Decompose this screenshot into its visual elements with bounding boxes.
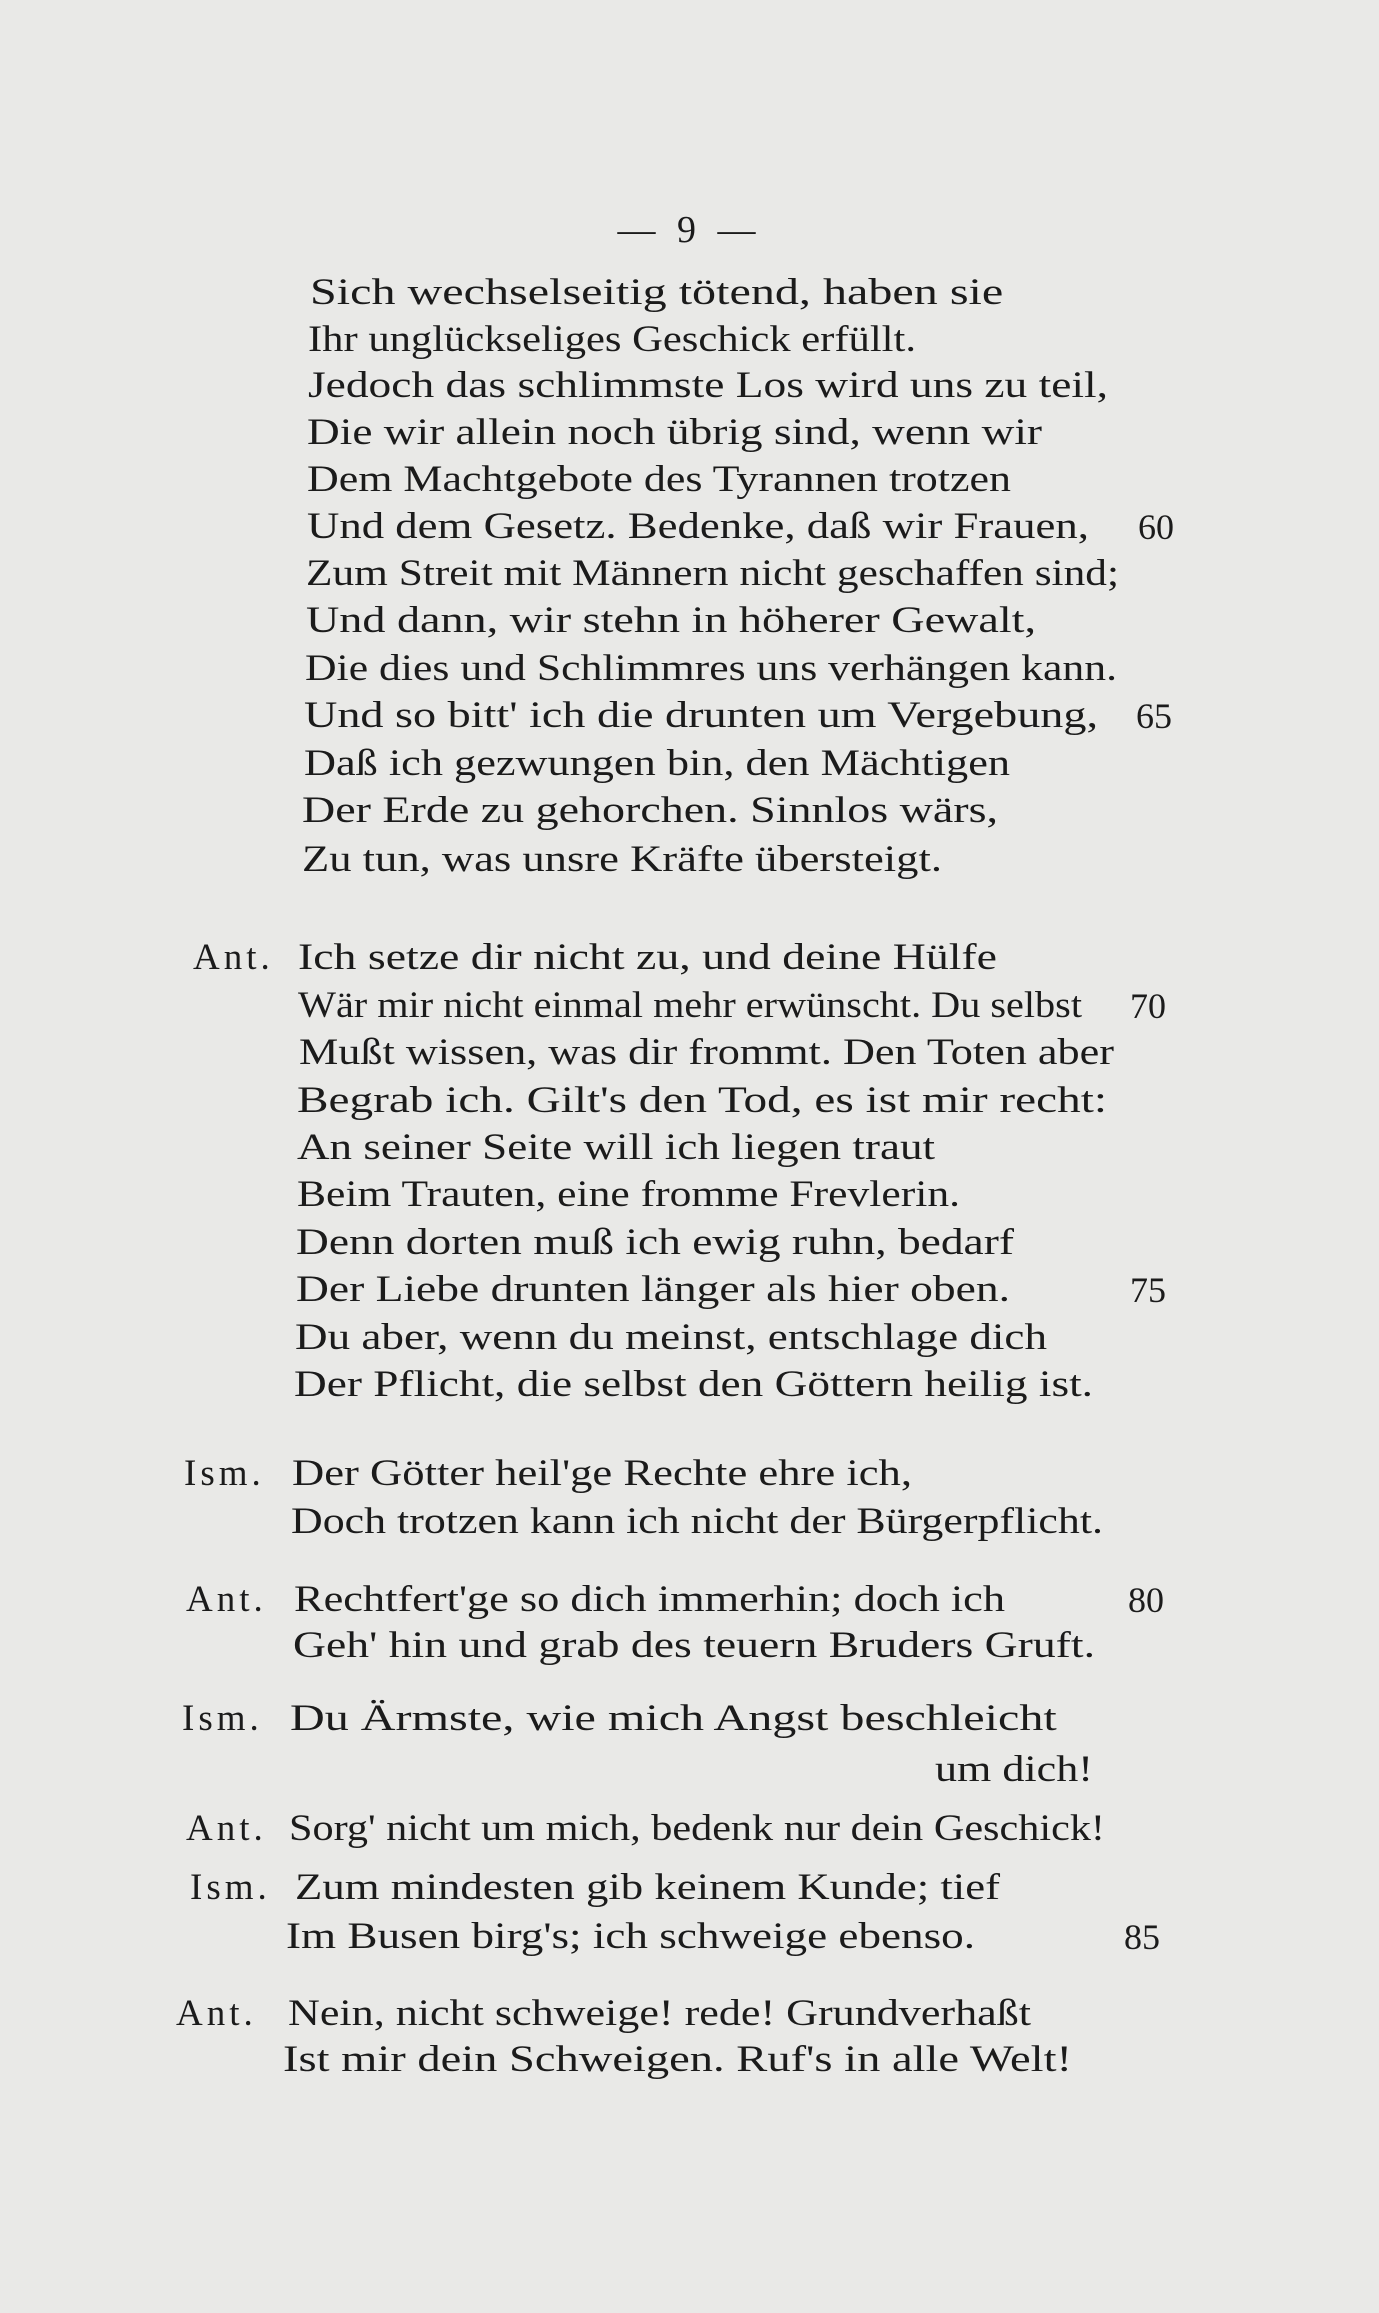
verse-line — [298, 982, 1082, 1030]
line-number: 70 — [1130, 986, 1166, 1026]
verse-line-text: Die dies und Schlimmres uns verhängen kann. — [305, 648, 1117, 689]
verse-line — [291, 1498, 1103, 1546]
verse-line-text: Und dem Gesetz. Bedenke, daß wir Frauen, — [307, 506, 1089, 547]
verse-line — [304, 692, 1098, 740]
verse-line-text: Zu tun, was unsre Kräfte übersteigt. — [302, 839, 942, 880]
verse-line-text: Der Liebe drunten länger als hier oben. — [296, 1269, 1011, 1310]
verse-line — [296, 1219, 1014, 1267]
verse-line-text: Du aber, wenn du meinst, entschlage dich — [295, 1317, 1047, 1358]
verse-line — [298, 934, 997, 982]
verse-line — [308, 316, 916, 364]
verse-line-text: Begrab ich. Gilt's den Tod, es ist mir recht: — [297, 1080, 1107, 1121]
verse-line-text: Wär mir nicht einmal mehr erwünscht. Du selbst — [298, 985, 1082, 1026]
verse-line-text: Geh' hin und grab des teuern Bruders Gruft. — [293, 1625, 1095, 1666]
verse-line — [292, 1450, 912, 1498]
verse-line-text: Denn dorten muß ich ewig ruhn, bedarf — [296, 1222, 1014, 1263]
verse-line-text: Und so bitt' ich die drunten um Vergebung, — [304, 695, 1098, 736]
line-number: 65 — [1136, 696, 1172, 736]
verse-line-text: Im Busen birg's; ich schweige ebenso. — [286, 1916, 975, 1957]
verse-line-text: Der Pflicht, die selbst den Göttern heilig ist. — [294, 1364, 1093, 1405]
page-number: — 9 — — [617, 209, 762, 251]
verse-line-text: Jedoch das schlimmste Los wird uns zu teil, — [308, 365, 1108, 406]
verse-line — [307, 456, 1011, 504]
verse-line-text: Und dann, wir stehn in höherer Gewalt, — [306, 600, 1036, 641]
verse-line-text: Daß ich gezwungen bin, den Mächtigen — [304, 743, 1010, 784]
verse-line — [297, 1171, 960, 1219]
verse-line-text: Beim Trauten, eine fromme Frevlerin. — [297, 1174, 960, 1215]
speaker-label: Ant. — [186, 1808, 267, 1849]
speaker-label: Ant. — [186, 1579, 267, 1620]
verse-line — [288, 1990, 1031, 2038]
speaker-label: Ant. — [176, 1993, 257, 2034]
verse-line-text: Zum Streit mit Männern nicht geschaffen sind; — [306, 553, 1119, 594]
verse-line — [306, 550, 1119, 598]
verse-line — [304, 740, 1010, 788]
verse-line-text: Der Erde zu gehorchen. Sinnlos wärs, — [302, 790, 998, 831]
verse-line — [307, 409, 1042, 457]
verse-line — [297, 1077, 1107, 1125]
verse-line — [302, 836, 942, 884]
line-number: 60 — [1138, 507, 1174, 547]
verse-line — [307, 503, 1089, 551]
verse-line — [283, 2036, 1072, 2084]
verse-line — [293, 1622, 1095, 1670]
verse-line — [295, 1314, 1047, 1362]
verse-line — [306, 597, 1036, 645]
verse-line — [935, 1746, 1093, 1794]
verse-line — [305, 645, 1117, 693]
verse-line-text: Doch trotzen kann ich nicht der Bürgerpflicht. — [291, 1501, 1103, 1542]
verse-line-text: Ihr unglückseliges Geschick erfüllt. — [308, 319, 916, 360]
verse-line — [286, 1913, 975, 1961]
verse-line-text: Mußt wissen, was dir frommt. Den Toten aber — [299, 1032, 1114, 1073]
verse-line-text: Ist mir dein Schweigen. Ruf's in alle Welt! — [283, 2039, 1072, 2080]
verse-line — [302, 787, 998, 835]
verse-line — [296, 1266, 1010, 1314]
verse-line-text: um dich! — [935, 1749, 1093, 1790]
verse-line — [297, 1124, 935, 1172]
verse-line — [294, 1361, 1093, 1409]
verse-line-text: Ich setze dir nicht zu, und deine Hülfe — [298, 937, 997, 978]
verse-line-text: Der Götter heil'ge Rechte ehre ich, — [292, 1453, 912, 1494]
verse-line — [295, 1864, 1000, 1912]
verse-line-text: Sorg' nicht um mich, bedenk nur dein Geschick! — [289, 1808, 1105, 1849]
verse-line — [299, 1029, 1114, 1077]
verse-line — [308, 362, 1108, 410]
verse-line-text: An seiner Seite will ich liegen traut — [297, 1127, 935, 1168]
verse-line-text: Nein, nicht schweige! rede! Grundverhaßt — [288, 1993, 1031, 2034]
speaker-label: Ism. — [182, 1698, 263, 1739]
verse-line-text: Die wir allein noch übrig sind, wenn wir — [307, 412, 1042, 453]
speaker-label: Ism. — [184, 1453, 265, 1494]
verse-line-text: Sich wechselseitig tötend, haben sie — [310, 272, 1004, 313]
verse-line — [294, 1576, 1005, 1624]
verse-line — [290, 1695, 1060, 1743]
verse-line — [310, 269, 1125, 317]
speaker-label: Ant. — [193, 937, 274, 978]
line-number: 85 — [1124, 1917, 1160, 1957]
verse-line — [289, 1805, 1105, 1853]
verse-line-text: Dem Machtgebote des Tyrannen trotzen — [307, 459, 1011, 500]
verse-line-text: Zum mindesten gib keinem Kunde; tief — [295, 1867, 1000, 1908]
verse-line-text: Rechtfert'ge so dich immerhin; doch ich — [294, 1579, 1005, 1620]
line-number: 80 — [1128, 1580, 1164, 1620]
verse-line-text: Du Ärmste, wie mich Angst beschleicht — [290, 1698, 1057, 1739]
speaker-label: Ism. — [190, 1867, 271, 1908]
line-number: 75 — [1130, 1270, 1166, 1310]
